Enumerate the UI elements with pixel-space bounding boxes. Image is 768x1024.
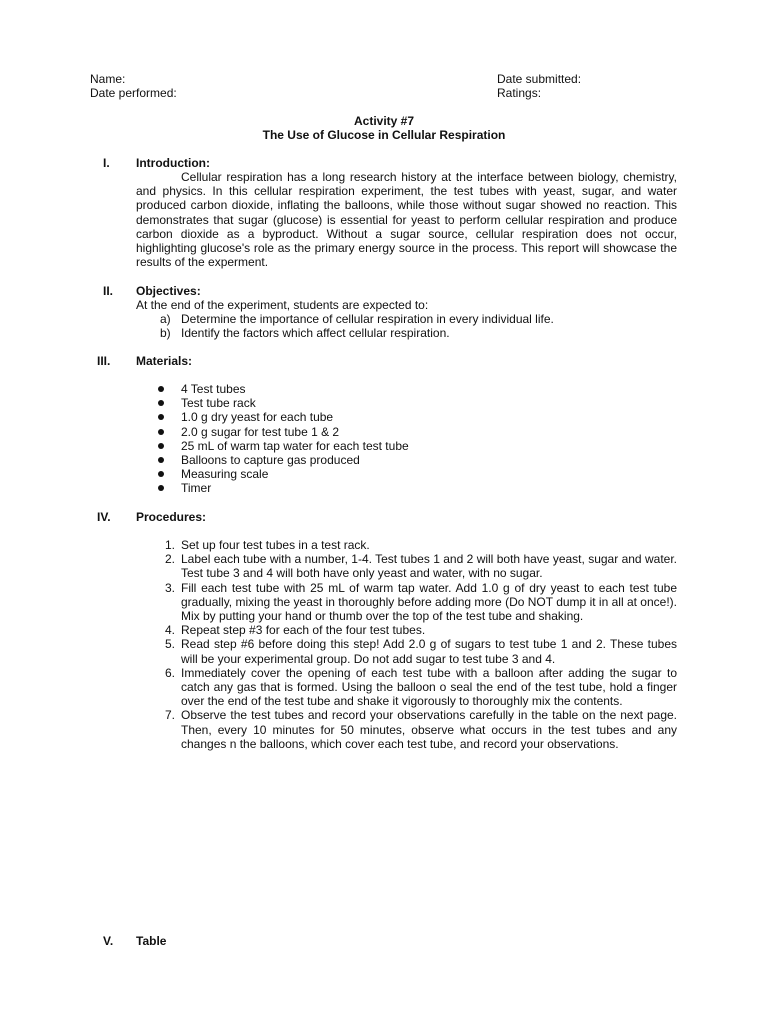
objective-letter: a) — [160, 312, 171, 326]
objective-text: Determine the importance of cellular respiration in every individual life. — [181, 312, 554, 326]
step-text: Set up four test tubes in a test rack. — [181, 538, 370, 552]
step-number: 6. — [164, 665, 175, 680]
section-numeral-introduction: I. — [103, 156, 110, 170]
objective-text: Identify the factors which affect cellular respiration. — [181, 326, 450, 341]
bullet-icon — [158, 485, 164, 491]
step-text: Immediately cover the opening of each test tube with a balloon after adding the sugar to catch any gas that is formed. Using the balloon o seal the end of the test tube, hold a finger over the end of the test tube and shake it vigorously to thoroughly mix the contents. — [181, 665, 677, 709]
material-text: Balloons to capture gas produced — [181, 452, 360, 467]
section-numeral-procedures: IV. — [97, 510, 111, 524]
procedures-list — [164, 538, 677, 751]
step-number: 2. — [164, 552, 175, 567]
list-item — [181, 453, 581, 467]
section-numeral-objectives: II. — [103, 284, 114, 298]
bullet-icon — [158, 429, 164, 435]
procedure-step — [164, 538, 677, 552]
material-text: 4 Test tubes — [181, 382, 246, 396]
objective-item — [160, 326, 677, 341]
bullet-icon — [158, 471, 164, 477]
material-text: Timer — [181, 481, 212, 496]
procedures-heading: Procedures: — [136, 510, 207, 524]
list-item — [181, 410, 581, 424]
introduction-heading: Introduction: — [136, 156, 210, 170]
activity-title: Activity #7 — [353, 114, 415, 128]
bullet-icon — [158, 457, 164, 463]
procedure-step — [164, 552, 677, 581]
list-item — [181, 425, 581, 439]
materials-list — [181, 382, 581, 496]
step-text: Fill each test tube with 25 mL of warm tap water. Add 1.0 g of dry yeast to each test tube gradually, mixing the yeast in thoroughly before adding more (Do NOT dump it in all at once!). Mix by putting your hand or thumb over the top of the test tube and shaking. — [181, 580, 677, 624]
bullet-icon — [158, 386, 164, 392]
objective-letter: b) — [160, 326, 171, 341]
bullet-icon — [158, 443, 164, 449]
list-item — [181, 382, 581, 396]
step-number: 1. — [164, 538, 175, 552]
list-item — [181, 439, 581, 453]
date-submitted-label: Date submitted: — [497, 72, 582, 86]
objectives-lead: At the end of the experiment, students are expected to: — [136, 298, 429, 312]
step-text: Label each tube with a number, 1-4. Test tubes 1 and 2 will both have yeast, sugar and water. Test tube 3 and 4 will both have only yeast and water, with no sugar. — [181, 552, 677, 581]
procedure-step — [164, 623, 677, 638]
objective-item — [160, 312, 677, 326]
procedure-step — [164, 708, 677, 751]
step-text: Read step #6 before doing this step! Add 2.0 g of sugars to test tube 1 and 2. These tubes will be your experimental group. Do not add sugar to test tube 3 and 4. — [181, 637, 677, 666]
name-label: Name: — [90, 72, 126, 86]
bullet-icon — [158, 400, 164, 406]
section-numeral-table: V. — [103, 934, 114, 948]
step-number: 7. — [164, 708, 175, 723]
procedure-step — [164, 580, 677, 624]
ratings-label: Ratings: — [497, 86, 542, 100]
procedure-step — [164, 665, 677, 709]
step-text: Observe the test tubes and record your observations carefully in the table on the next page. Then, every 10 minutes for 50 minutes, observe what occurs in the test tubes and any changes n the balloons, which cover each test tube, and record your observations. — [181, 708, 677, 751]
step-text: Repeat step #3 for each of the four test tubes. — [181, 623, 426, 638]
step-number: 3. — [164, 580, 175, 595]
bullet-icon — [158, 414, 164, 420]
objectives-list — [160, 312, 677, 341]
procedure-step — [164, 637, 677, 666]
activity-subtitle: The Use of Glucose in Cellular Respiration — [262, 128, 506, 142]
introduction-body: Cellular respiration has a long research history at the interface between biology, chemistry, and physics. In this cellular respiration experiment, the test tubes with yeast, sugar, and water produced carbon dioxide, inflating the balloons, while those without sugar showed no reaction. This demonstrates that sugar (glucose) is essential for yeast to perform cellular respiration and produce carbon dioxide as a byproduct. Without a sugar source, cellular respiration does not occur, highlighting glucose's role as the primary energy source in the process. This report will showcase the results of the experment. — [136, 170, 677, 270]
material-text: 2.0 g sugar for test tube 1 & 2 — [181, 424, 340, 439]
materials-heading: Materials: — [136, 354, 193, 368]
objectives-heading: Objectives: — [136, 284, 201, 298]
material-text: Measuring scale — [181, 467, 269, 482]
list-item — [181, 396, 581, 410]
section-numeral-materials: III. — [97, 354, 111, 368]
list-item — [181, 481, 581, 495]
material-text: Test tube rack — [181, 396, 256, 411]
material-text: 1.0 g dry yeast for each tube — [181, 410, 334, 425]
table-heading: Table — [136, 934, 167, 948]
list-item — [181, 467, 581, 481]
step-number: 5. — [164, 637, 175, 652]
step-number: 4. — [164, 623, 175, 638]
date-performed-label: Date performed: — [90, 86, 177, 100]
material-text: 25 mL of warm tap water for each test tube — [181, 438, 409, 453]
